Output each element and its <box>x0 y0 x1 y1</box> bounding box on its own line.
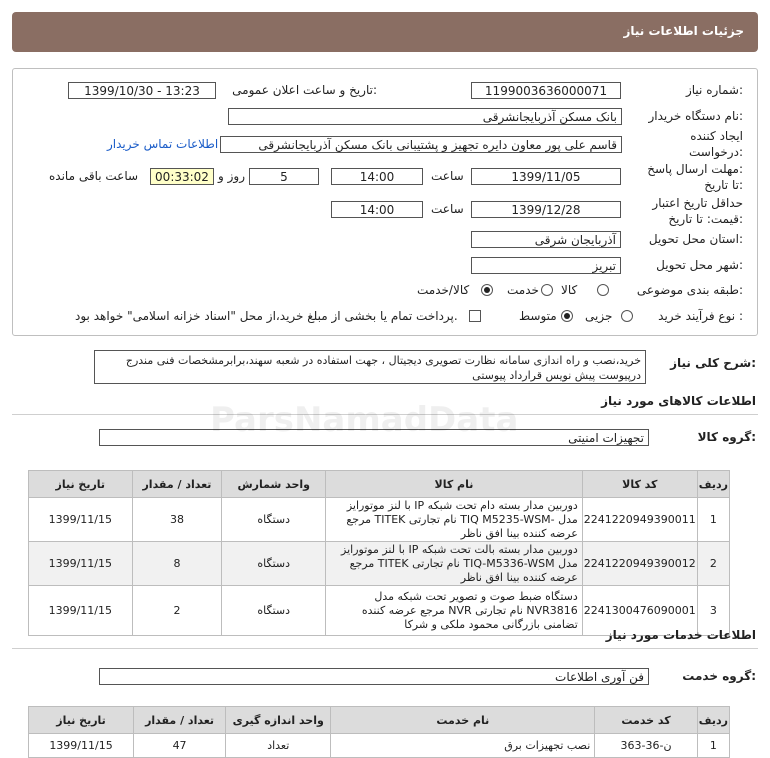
process-radio-minor[interactable] <box>621 310 633 322</box>
deadline-label-line2: تا تاریخ: <box>704 178 743 192</box>
category-option-goods: کالا <box>561 283 578 297</box>
row-name: دوربین مدار بسته دام تحت شبکه IP با لنز موتورایز مدل -TIQ M5235-WSM نام تجارتی TITEK مرجع عرضه کننده بینا افق ناظر <box>326 498 583 542</box>
buyer-org-label: نام دستگاه خریدار: <box>648 109 743 123</box>
watermark-text: ParsNamadData <box>210 400 519 440</box>
description-text: خرید،نصب و راه اندازی سامانه نظارت تصویری دیجیتال ، جهت استفاده در شعبه سهند،برابرمشخصات فنی مندرج درپیوست پیش نویس قرارداد پیوستی <box>94 350 646 384</box>
deadline-date-field: 1399/11/05 <box>471 168 621 185</box>
row-date: 1399/11/15 <box>29 542 133 586</box>
creator-field: قاسم علی پور معاون دایره تجهیز و پشتیبانی بانک مسکن آذربایجانشرقی <box>220 136 622 153</box>
treasury-payment-note: پرداخت تمام یا بخشی از مبلغ خرید،از محل "اسناد خزانه اسلامی" خواهد بود. <box>75 309 458 323</box>
city-label: شهر محل تحویل: <box>656 258 743 272</box>
need-number-label: شماره نیاز: <box>685 83 743 97</box>
buyer-contact-link[interactable]: اطلاعات تماس خریدار <box>107 137 219 151</box>
col-name: نام کالا <box>326 471 583 498</box>
category-radio-goods[interactable] <box>597 284 609 296</box>
deadline-time-label: ساعت <box>431 169 464 183</box>
row-code: 2241220949390012 <box>582 542 697 586</box>
days-remaining-field: 5 <box>249 168 319 185</box>
category-radio-service[interactable] <box>541 284 553 296</box>
services-table <box>28 706 730 758</box>
row-date: 1399/11/15 <box>29 586 133 636</box>
goods-section-title: اطلاعات کالاهای مورد نیاز <box>601 394 756 408</box>
col-date: تاریخ نیاز <box>29 471 133 498</box>
need-details-panel <box>12 68 758 336</box>
table-row <box>29 498 730 542</box>
table-row <box>29 734 730 758</box>
services-group-field: فن آوری اطلاعات <box>99 668 649 685</box>
row-date: 1399/11/15 <box>29 734 134 758</box>
col-code: کد کالا <box>582 471 697 498</box>
validity-time-label: ساعت <box>431 202 464 216</box>
page-header <box>12 12 758 52</box>
announce-field: 1399/10/30 - 13:23 <box>68 82 216 99</box>
row-index: 1 <box>697 498 729 542</box>
table-row <box>29 542 730 586</box>
row-name: دوربین مدار بسته بالت تحت شبکه IP با لنز موتورایز مدل TIQ-M5336-WSM نام تجارتی TITEK مرجع عرضه کننده بینا افق ناظر <box>326 542 583 586</box>
col-unit: واحد شمارش <box>222 471 326 498</box>
process-radio-medium[interactable] <box>561 310 573 322</box>
process-option-minor: جزیی <box>585 309 613 323</box>
category-option-service: خدمت <box>507 283 539 297</box>
row-name: دستگاه ضبط صوت و تصویر تحت شبکه مدل NVR3816 نام تجارتی NVR مرجع عرضه کننده تضامنی بازرگانی محمود ملکی و شرکا <box>326 586 583 636</box>
announce-label: تاریخ و ساعت اعلان عمومی: <box>232 83 377 97</box>
treasury-payment-checkbox[interactable] <box>469 310 481 322</box>
city-field: تبریز <box>471 257 621 274</box>
creator-label-line2: درخواست: <box>689 145 743 159</box>
row-code: 2241300476090001 <box>582 586 697 636</box>
col-code: کد خدمت <box>595 707 698 734</box>
row-qty: 8 <box>132 542 222 586</box>
row-code: ن-36-363 <box>595 734 698 758</box>
province-field: آذربایجان شرقی <box>471 231 621 248</box>
row-code: 2241220949390011 <box>582 498 697 542</box>
category-option-goods-service: کالا/خدمت <box>417 283 470 297</box>
row-qty: 47 <box>134 734 226 758</box>
row-qty: 38 <box>132 498 222 542</box>
col-qty: تعداد / مقدار <box>132 471 222 498</box>
goods-group-label: گروه کالا: <box>697 430 756 444</box>
validity-time-field: 14:00 <box>331 201 423 218</box>
validity-date-field: 1399/12/28 <box>471 201 621 218</box>
need-number-field: 1199003636000071 <box>471 82 621 99</box>
category-radio-goods-service[interactable] <box>481 284 493 296</box>
validity-label-line2: قیمت: تا تاریخ: <box>668 212 743 226</box>
deadline-label-line1: مهلت ارسال پاسخ: <box>647 162 743 176</box>
row-index: 1 <box>697 734 729 758</box>
row-index: 3 <box>697 586 729 636</box>
buyer-org-field: بانک مسکن آذربایجانشرقی <box>228 108 622 125</box>
services-group-label: گروه خدمت: <box>682 669 756 683</box>
col-date: تاریخ نیاز <box>29 707 134 734</box>
services-table-header <box>29 707 730 734</box>
row-name: نصب تجهیزات برق <box>331 734 595 758</box>
row-index: 2 <box>697 542 729 586</box>
goods-table <box>28 470 730 636</box>
days-label: روز و <box>218 169 245 183</box>
category-label: طبقه بندی موضوعی: <box>636 283 743 297</box>
validity-label-line1: حداقل تاریخ اعتبار <box>652 196 743 210</box>
deadline-time-field: 14:00 <box>331 168 423 185</box>
col-index: ردیف <box>697 707 729 734</box>
process-label: نوع فرآیند خرید : <box>658 309 743 323</box>
time-remaining-label: ساعت باقی مانده <box>49 169 139 183</box>
services-divider <box>12 648 758 649</box>
col-index: ردیف <box>697 471 729 498</box>
services-section-title: اطلاعات خدمات مورد نیاز <box>605 628 756 642</box>
row-unit: تعداد <box>226 734 331 758</box>
row-date: 1399/11/15 <box>29 498 133 542</box>
row-qty: 2 <box>132 586 222 636</box>
page-title: جزئیات اطلاعات نیاز <box>623 24 744 38</box>
province-label: استان محل تحویل: <box>648 232 743 246</box>
creator-label-line1: ایجاد کننده <box>690 129 743 143</box>
col-unit: واحد اندازه گیری <box>226 707 331 734</box>
col-name: نام خدمت <box>331 707 595 734</box>
process-option-medium: متوسط <box>519 309 557 323</box>
time-remaining-field: 00:33:02 <box>150 168 214 185</box>
goods-group-field: تجهیزات امنیتی <box>99 429 649 446</box>
col-qty: تعداد / مقدار <box>134 707 226 734</box>
goods-table-header <box>29 471 730 498</box>
row-unit: دستگاه <box>222 498 326 542</box>
row-unit: دستگاه <box>222 586 326 636</box>
description-label: شرح کلی نیاز: <box>670 356 756 370</box>
row-unit: دستگاه <box>222 542 326 586</box>
